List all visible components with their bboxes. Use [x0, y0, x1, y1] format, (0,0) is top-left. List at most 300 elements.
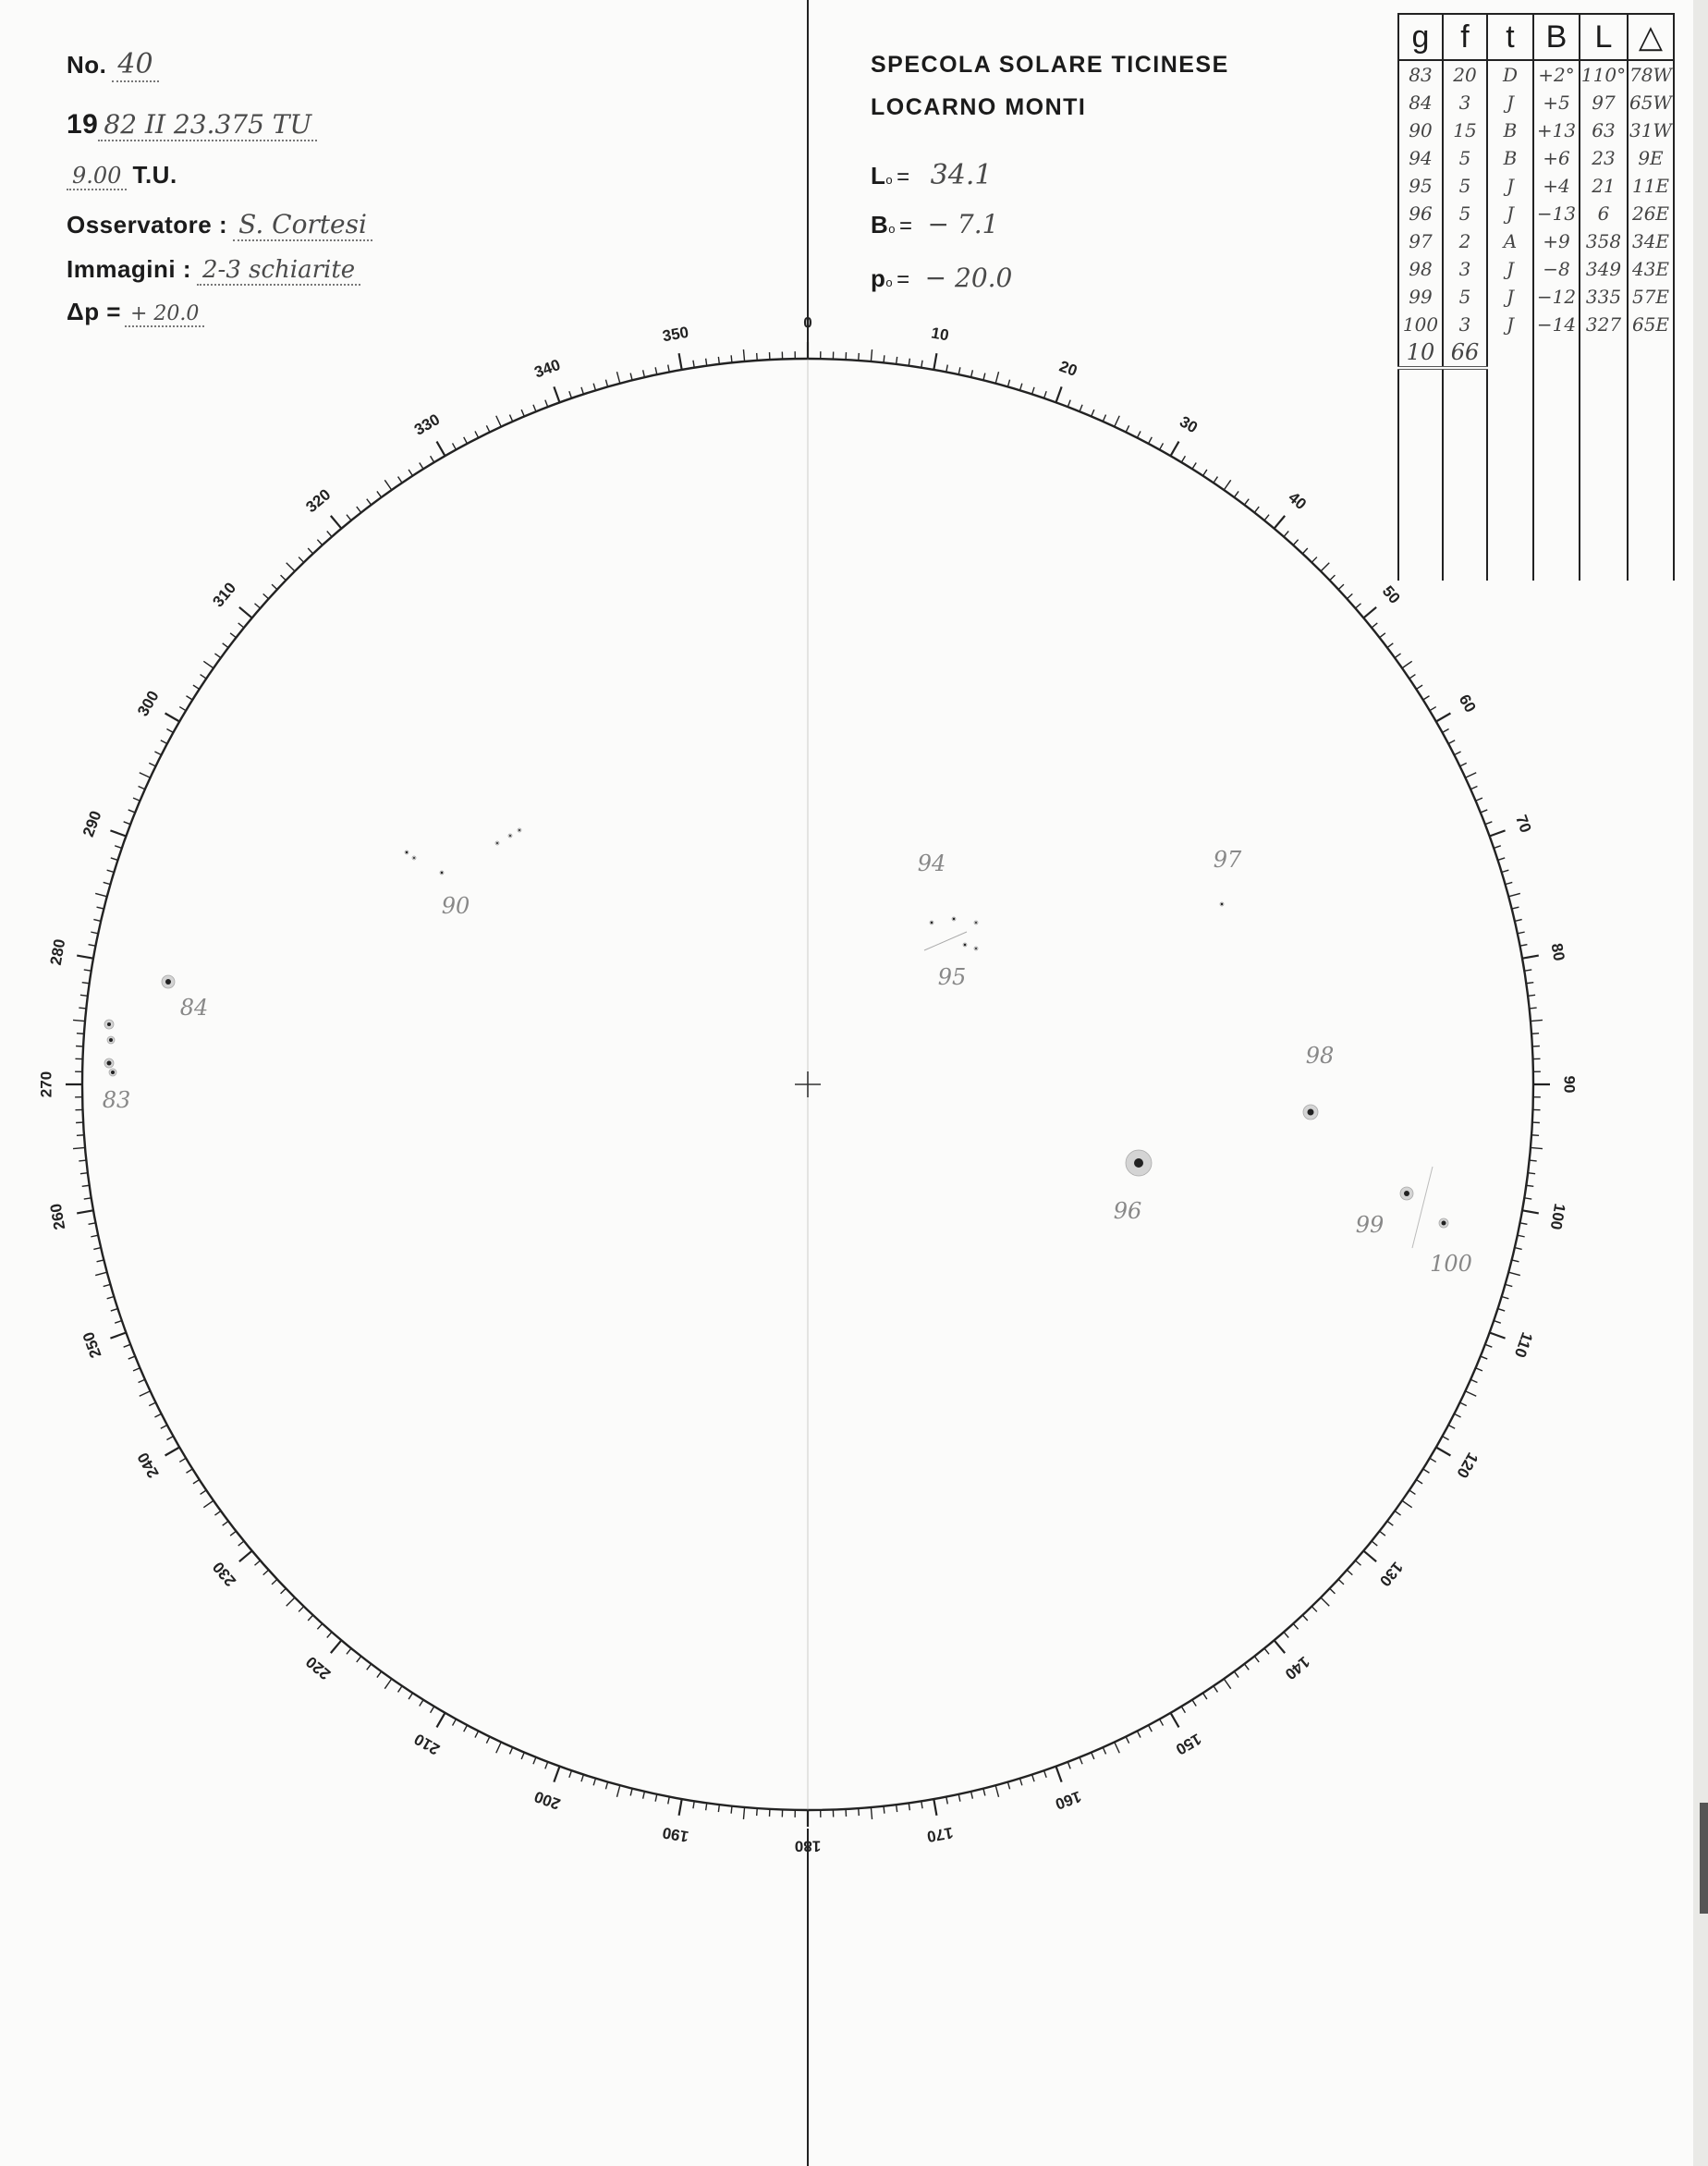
disk-tick: [1470, 786, 1477, 789]
group-label: 95: [937, 964, 967, 990]
disk-tick: [431, 456, 434, 462]
disk-tick: [186, 1469, 192, 1473]
disk-tick: [128, 1356, 135, 1359]
tick-label: 340: [531, 355, 563, 382]
disk-tick: [1485, 1344, 1492, 1347]
disk-tick: [1149, 437, 1153, 444]
p0-equals: =: [897, 267, 910, 292]
disk-tick: [1522, 956, 1539, 959]
disk-tick: [1244, 499, 1249, 505]
disk-tick: [1137, 431, 1141, 437]
L0-label: L: [871, 162, 886, 190]
disk-tick: [569, 391, 572, 398]
cell-group: 98: [1398, 255, 1443, 283]
disk-tick: [1254, 507, 1259, 512]
disk-tick: [111, 1309, 118, 1311]
cell-longitude: 349: [1580, 255, 1628, 283]
disk-tick: [1181, 456, 1185, 462]
disk-tick: [1293, 1623, 1298, 1629]
disk-tick: [1528, 1173, 1535, 1174]
cell-type: J: [1487, 200, 1533, 227]
cell-longitude: 23: [1580, 144, 1628, 172]
tick-label: 40: [1285, 488, 1311, 514]
B0-subscript: o: [888, 222, 897, 236]
disk-tick: [420, 1700, 423, 1707]
disk-tick: [1355, 1560, 1360, 1565]
disk-tick: [1192, 1700, 1196, 1707]
cell-latitude: −12: [1533, 283, 1580, 311]
cell-longitude: 327: [1580, 311, 1628, 338]
disk-tick: [1530, 1160, 1537, 1161]
cell-longitude: 63: [1580, 116, 1628, 144]
sunspot-umbra: [109, 1038, 113, 1042]
disk-tick: [214, 654, 220, 658]
disk-tick: [569, 1770, 572, 1778]
disk-tick: [1524, 970, 1531, 971]
sunspot-umbra: [111, 1071, 115, 1074]
disk-tick: [1055, 1767, 1061, 1782]
p0-label: p: [871, 264, 886, 292]
disk-tick: [630, 1789, 632, 1796]
group-label: 100: [1430, 1251, 1472, 1277]
disk-tick: [154, 1413, 161, 1417]
disk-tick: [1330, 1588, 1336, 1594]
disk-tick: [1494, 1321, 1501, 1324]
disk-tick: [933, 1799, 936, 1816]
disk-tick: [1092, 1753, 1094, 1759]
cell-group: 95: [1398, 172, 1443, 200]
disk-tick: [1203, 470, 1207, 476]
disk-tick: [281, 1588, 287, 1594]
disk-tick: [1007, 1782, 1009, 1790]
disk-tick: [486, 425, 490, 432]
disk-tick: [1454, 752, 1460, 755]
disk-tick: [496, 1742, 501, 1753]
disk-tick: [437, 442, 445, 457]
disk-tick: [643, 370, 645, 377]
disk-tick: [496, 416, 501, 427]
disk-tick: [1321, 1597, 1329, 1606]
sunspot-umbra: [964, 944, 966, 946]
disk-tick: [1149, 1725, 1153, 1732]
disk-tick: [509, 415, 512, 422]
disk-tick: [1020, 384, 1022, 391]
tick-label: 130: [1375, 1558, 1407, 1590]
disk-tick: [140, 1391, 151, 1396]
disk-tick: [1224, 1679, 1230, 1689]
disk-tick: [668, 365, 670, 373]
disk-tick: [693, 1801, 694, 1808]
disk-tick: [377, 1671, 382, 1677]
cell-spots: 3: [1443, 255, 1487, 283]
disk-tick: [91, 1235, 98, 1237]
sunspot-umbra: [413, 857, 415, 859]
disk-tick: [272, 1579, 277, 1584]
disk-tick: [1338, 584, 1344, 589]
observer-value: S. Cortesi: [233, 209, 372, 241]
disk-tick: [201, 1490, 207, 1494]
cell-group: 90: [1398, 116, 1443, 144]
disk-tick: [1044, 1770, 1047, 1778]
disk-tick: [1454, 1413, 1460, 1417]
disk-tick: [983, 1789, 985, 1796]
column-header-delta: △: [1628, 14, 1674, 60]
B0-label: B: [871, 211, 889, 239]
disk-tick: [287, 1597, 295, 1606]
cell-type: A: [1487, 227, 1533, 255]
disk-tick: [1508, 893, 1520, 896]
cell-group: 94: [1398, 144, 1443, 172]
date-value: 82 II 23.375 TU: [98, 109, 317, 141]
tick-label: 30: [1177, 412, 1201, 437]
disk-tick: [149, 1402, 155, 1406]
disk-tick: [437, 1713, 445, 1728]
tick-label: 160: [1053, 1787, 1084, 1814]
disk-tick: [347, 1648, 351, 1654]
disk-tick: [1531, 1147, 1543, 1148]
group-label: 96: [1113, 1198, 1142, 1224]
disk-tick: [1416, 1480, 1422, 1484]
disk-tick: [1409, 675, 1416, 679]
disk-tick: [82, 983, 90, 984]
disk-tick: [238, 1541, 244, 1546]
tick-label: 170: [925, 1823, 955, 1846]
disk-tick: [616, 1785, 619, 1797]
disk-tick: [1476, 798, 1482, 801]
images-value: 2-3 schiarite: [197, 256, 360, 286]
sunspot-umbra: [165, 979, 171, 985]
disk-tick: [1068, 1762, 1070, 1768]
disk-tick: [238, 623, 244, 628]
sunspot-umbra: [1308, 1109, 1314, 1116]
disk-tick: [718, 1805, 719, 1812]
sunspot-umbra: [1134, 1158, 1143, 1168]
disk-tick: [1080, 1757, 1082, 1764]
column-header-t: t: [1487, 14, 1533, 60]
disk-tick: [91, 932, 98, 934]
disk-tick: [946, 1797, 948, 1805]
cell-delta: 26E: [1628, 200, 1674, 227]
disk-tick: [1518, 1235, 1525, 1237]
cell-delta: 57E: [1628, 283, 1674, 311]
cell-type: B: [1487, 116, 1533, 144]
disk-tick: [93, 920, 101, 922]
disk-tick: [77, 1210, 93, 1213]
disk-tick: [1160, 1719, 1164, 1726]
cell-spots: 15: [1443, 116, 1487, 144]
tick-label: 0: [803, 313, 812, 332]
cell-delta: 31W: [1628, 116, 1674, 144]
disk-tick: [1512, 1260, 1519, 1262]
disk-tick: [1436, 1448, 1451, 1456]
disk-tick: [581, 1775, 583, 1782]
sunspot-umbra: [107, 1061, 112, 1066]
disk-tick: [581, 387, 583, 395]
cell-type: J: [1487, 172, 1533, 200]
disk-tick: [1347, 594, 1352, 598]
disk-tick: [77, 1135, 84, 1136]
disk-tick: [679, 1799, 682, 1816]
cell-longitude: 6: [1580, 200, 1628, 227]
disk-tick: [327, 532, 332, 537]
disk-tick: [128, 810, 135, 813]
disk-tick: [545, 400, 548, 407]
disk-tick: [1460, 763, 1467, 766]
cell-delta: 78W: [1628, 60, 1674, 89]
disk-tick: [165, 714, 180, 722]
tick-label: 220: [302, 1652, 335, 1683]
disk-tick: [757, 353, 758, 361]
disk-tick: [230, 1531, 236, 1536]
disk-tick: [1402, 1500, 1412, 1507]
B0-equals: =: [899, 214, 913, 239]
column-header-B: B: [1533, 14, 1580, 60]
time-value: 9.00: [67, 163, 127, 190]
disk-tick: [110, 830, 126, 836]
disk-tick: [431, 1707, 434, 1713]
disk-tick: [995, 372, 998, 384]
disk-tick: [1502, 1297, 1509, 1299]
time-label: T.U.: [132, 161, 177, 189]
no-label: No.: [67, 51, 107, 79]
disk-tick: [1508, 1272, 1520, 1275]
disk-tick: [1032, 387, 1034, 395]
disk-tick: [1465, 1391, 1476, 1396]
disk-tick: [1347, 1570, 1352, 1574]
sunspot-umbra: [496, 842, 498, 844]
disk-tick: [409, 470, 412, 476]
disk-tick: [757, 1808, 758, 1816]
group-label: 98: [1305, 1043, 1335, 1069]
disk-tick: [1515, 920, 1522, 922]
disk-tick: [1234, 1671, 1238, 1677]
disk-tick: [1302, 1615, 1307, 1621]
disk-tick: [1515, 1248, 1522, 1250]
cell-latitude: +6: [1533, 144, 1580, 172]
disk-tick: [453, 1719, 457, 1726]
disk-tick: [533, 1757, 536, 1764]
disk-tick: [1363, 1551, 1376, 1562]
disk-tick: [420, 462, 423, 469]
disk-tick: [655, 1794, 657, 1802]
cell-latitude: +9: [1533, 227, 1580, 255]
disk-tick: [1092, 410, 1094, 416]
disk-tick: [1275, 1640, 1286, 1653]
disk-tick: [367, 1664, 372, 1670]
disk-tick: [299, 557, 304, 563]
cell-type: B: [1487, 144, 1533, 172]
disk-tick: [1355, 604, 1360, 608]
disk-tick: [521, 1753, 524, 1759]
disk-tick: [1430, 1458, 1436, 1462]
disk-tick: [287, 563, 295, 571]
disk-tick: [643, 1792, 645, 1799]
tick-label: 120: [1453, 1449, 1482, 1482]
sunspot-umbra: [975, 948, 977, 949]
disk-tick: [475, 431, 479, 437]
disk-tick: [1502, 870, 1509, 872]
disk-tick: [1284, 532, 1288, 537]
cell-longitude: 110°: [1580, 60, 1628, 89]
group-label: 83: [102, 1087, 131, 1113]
disk-tick: [1264, 515, 1269, 520]
tick-label: 290: [79, 808, 105, 839]
tick-label: 210: [410, 1730, 444, 1758]
disk-tick: [398, 477, 402, 483]
disk-tick: [1522, 1210, 1539, 1213]
disk-tick: [1171, 1713, 1179, 1728]
disk-tick: [186, 696, 192, 700]
disk-tick: [1526, 983, 1533, 984]
disk-tick: [743, 1807, 744, 1819]
disk-tick: [871, 349, 872, 361]
tick-label: 50: [1378, 581, 1404, 607]
disk-tick: [1387, 1521, 1393, 1525]
disk-tick: [655, 367, 657, 374]
disk-tick: [509, 1747, 512, 1754]
cell-latitude: −14: [1533, 311, 1580, 338]
disk-tick: [731, 355, 732, 362]
disk-tick: [1275, 516, 1286, 529]
cell-delta: 65W: [1628, 89, 1674, 116]
cell-type: J: [1487, 283, 1533, 311]
disk-tick: [367, 499, 372, 505]
L0-subscript: o: [885, 173, 894, 187]
disk-tick: [946, 365, 948, 373]
disk-tick: [706, 1803, 707, 1810]
L0-value: 34.1: [930, 159, 993, 191]
p0-subscript: o: [885, 275, 894, 289]
disk-tick: [77, 956, 93, 959]
cell-spots: 5: [1443, 172, 1487, 200]
disk-tick: [1363, 607, 1376, 618]
disk-tick: [97, 907, 104, 909]
disk-tick: [1481, 1356, 1487, 1359]
disk-tick: [124, 1344, 130, 1347]
disk-tick: [859, 1808, 860, 1816]
group-label: 99: [1355, 1212, 1385, 1238]
disk-tick: [124, 822, 130, 825]
disk-tick: [1302, 548, 1307, 554]
disk-tick: [82, 1185, 90, 1186]
disk-tick: [1409, 1490, 1416, 1494]
sunspot-umbra: [107, 1022, 111, 1026]
tick-label: 190: [661, 1823, 690, 1846]
column-header-f: f: [1443, 14, 1487, 60]
disk-tick: [1126, 425, 1129, 432]
tick-label: 240: [134, 1449, 163, 1482]
disk-tick: [317, 1623, 322, 1629]
disk-tick: [1160, 443, 1164, 449]
cell-group: 97: [1398, 227, 1443, 255]
disk-tick: [1430, 707, 1436, 711]
cell-type: J: [1487, 311, 1533, 338]
no-value: 40: [112, 48, 158, 82]
disk-tick: [605, 380, 607, 387]
disk-tick: [706, 359, 707, 366]
cell-latitude: −13: [1533, 200, 1580, 227]
tick-label: 10: [930, 324, 951, 345]
disk-tick: [1068, 400, 1070, 407]
group-label: 94: [917, 850, 946, 876]
disk-tick: [1372, 1541, 1377, 1546]
disk-tick: [1402, 661, 1412, 667]
tick-label: 230: [209, 1558, 240, 1590]
delta-p-label: Δp =: [67, 298, 121, 325]
disk-tick: [104, 882, 111, 884]
disk-tick: [1423, 696, 1430, 700]
disk-tick: [327, 1632, 332, 1637]
disk-tick: [223, 1521, 228, 1525]
disk-tick: [1192, 462, 1196, 469]
disk-tick: [1330, 575, 1336, 581]
disk-tick: [1312, 1607, 1317, 1612]
disk-tick: [115, 1321, 122, 1324]
disk-tick: [165, 1448, 180, 1456]
tick-label: 180: [794, 1837, 822, 1855]
disk-tick: [377, 491, 382, 496]
cell-delta: 11E: [1628, 172, 1674, 200]
disk-tick: [1284, 1632, 1288, 1637]
group-connector: [1412, 1167, 1433, 1248]
total-spots: 66: [1443, 338, 1487, 368]
cell-delta: 9E: [1628, 144, 1674, 172]
disk-tick: [255, 604, 261, 608]
disk-tick: [1506, 882, 1513, 884]
disk-tick: [453, 443, 457, 449]
disk-tick: [1465, 773, 1476, 777]
disk-tick: [1470, 1379, 1477, 1382]
tick-label: 300: [134, 687, 163, 720]
disk-tick: [139, 1379, 145, 1382]
cell-longitude: 21: [1580, 172, 1628, 200]
disk-tick: [89, 1223, 96, 1225]
cell-group: 96: [1398, 200, 1443, 227]
disk-tick: [203, 1500, 214, 1507]
cell-latitude: −8: [1533, 255, 1580, 283]
disk-tick: [1416, 685, 1422, 689]
delta-p-value: + 20.0: [125, 302, 204, 327]
disk-tick: [80, 995, 88, 996]
sunspot-umbra: [509, 835, 511, 837]
disk-tick: [239, 1551, 252, 1562]
disk-tick: [1476, 1368, 1482, 1371]
sunspot-umbra: [518, 829, 520, 831]
total-groups: 10: [1398, 338, 1443, 368]
cell-spots: 5: [1443, 144, 1487, 172]
disk-tick: [605, 1782, 607, 1790]
disk-tick: [545, 1762, 548, 1768]
disk-tick: [239, 607, 252, 618]
disk-tick: [73, 1147, 85, 1148]
disk-tick: [1518, 932, 1525, 934]
disk-tick: [398, 1686, 402, 1693]
tick-label: 140: [1281, 1652, 1313, 1683]
disk-tick: [1526, 1185, 1533, 1186]
cell-group: 83: [1398, 60, 1443, 89]
disk-tick: [1372, 623, 1377, 628]
year-prefix: 19: [67, 109, 99, 140]
disk-tick: [593, 1779, 595, 1786]
disk-tick: [84, 970, 92, 971]
disk-tick: [97, 1260, 104, 1262]
disk-tick: [486, 1737, 490, 1744]
disk-tick: [668, 1797, 670, 1805]
disk-tick: [464, 437, 468, 444]
disk-tick: [140, 773, 151, 777]
disk-tick: [1494, 846, 1501, 849]
disk-tick: [179, 1458, 186, 1462]
